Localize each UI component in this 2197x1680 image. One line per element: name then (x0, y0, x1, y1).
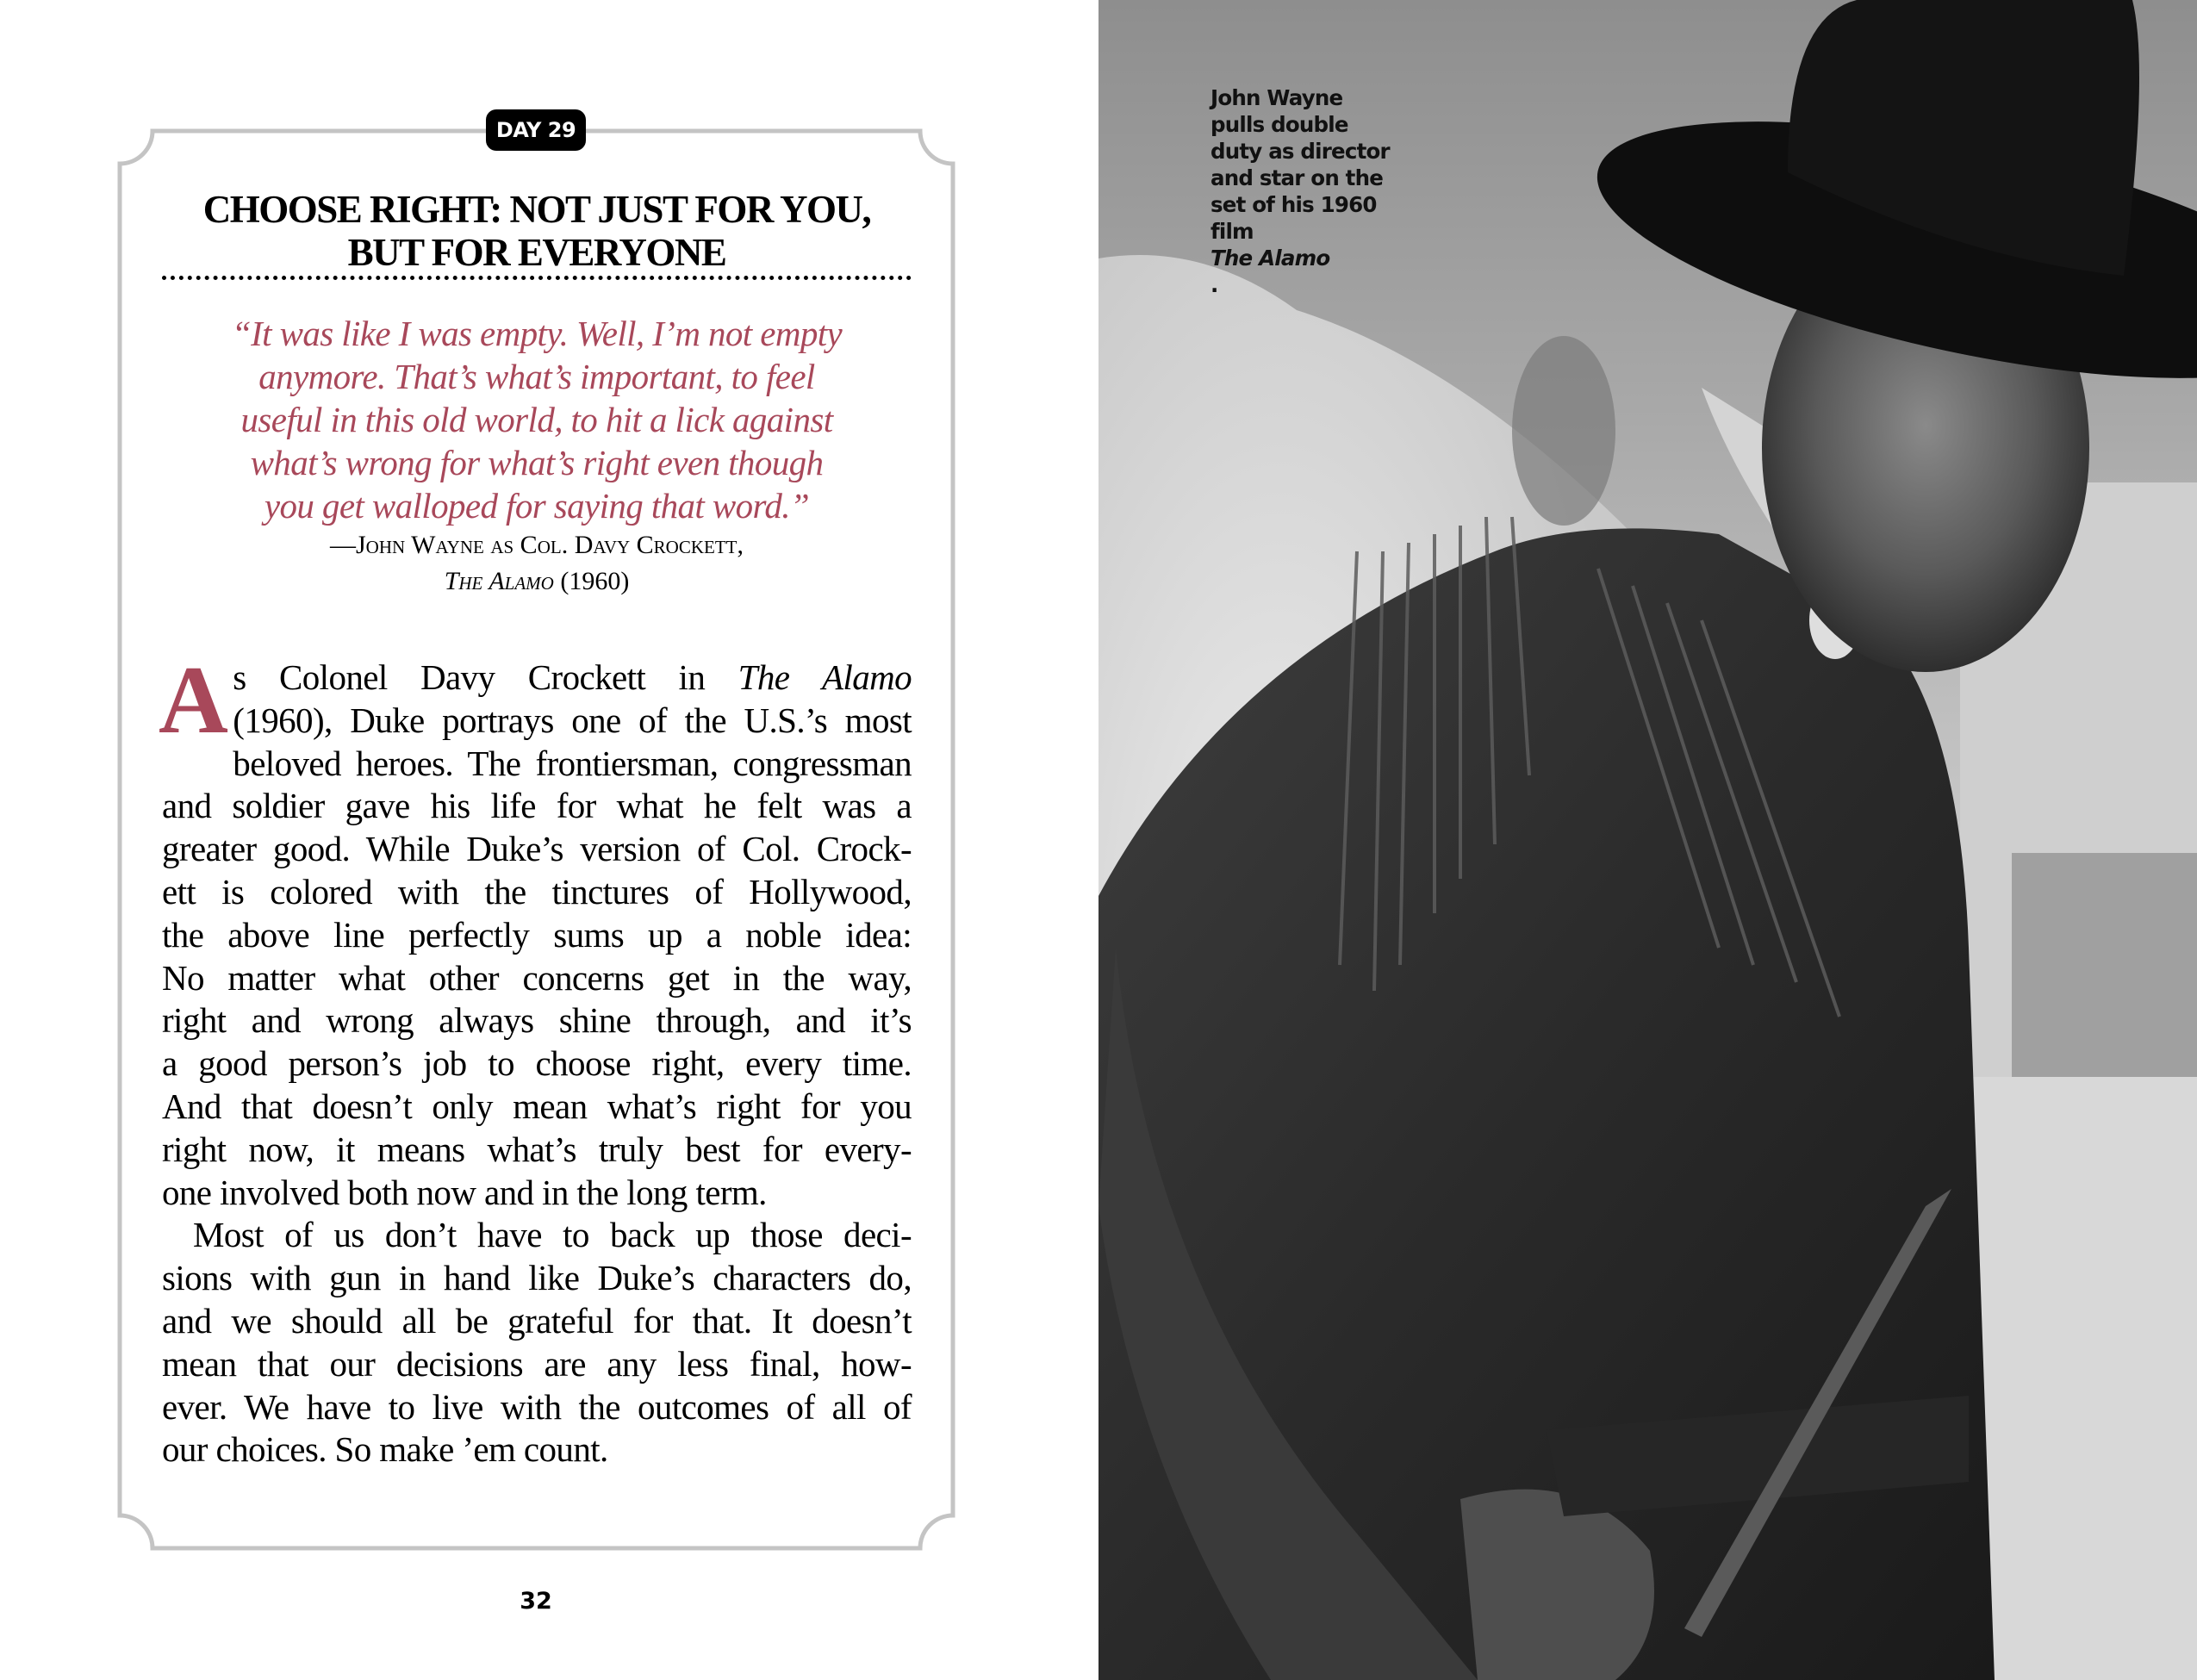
quote-line: what’s wrong for what’s right even though (250, 443, 824, 482)
page-number: 32 (520, 1588, 552, 1615)
paragraph-2 (162, 1214, 912, 1472)
attribution-speaker: —John Wayne as Col. Davy Crockett, (330, 531, 744, 559)
attribution-source (162, 563, 912, 600)
body-line: right now, it means what’s truly best for every- (162, 1129, 912, 1169)
caption-line: set of his 1960 (1211, 192, 1377, 217)
caption-line: pulls double (1211, 112, 1348, 137)
body-line: ett is colored with the tinctures of Hollywood, (162, 871, 912, 912)
body-line: greater good. While Duke’s version of Col. Crock- (162, 829, 912, 869)
quote-line: “It was like I was empty. Well, I’m not empty (231, 314, 843, 353)
body-line: sions with gun in hand like Duke’s characters do, (162, 1258, 912, 1298)
title-line-2: BUT FOR EVERYONE (347, 231, 726, 274)
quote-line: anymore. That’s what’s important, to feel (258, 357, 815, 396)
body-line: mean that our decisions are any less final, how- (162, 1343, 912, 1384)
body-line: the above line perfectly sums up a noble idea: (162, 914, 912, 955)
quote-line: useful in this old world, to hit a lick against (240, 400, 833, 439)
body-line: No matter what other concerns get in the way, (162, 957, 912, 998)
attribution-year: (1960) (560, 567, 630, 595)
paragraph-1 (159, 647, 912, 1214)
body-line: beloved heroes. The frontiersman, congressman (233, 743, 912, 783)
body-line (162, 656, 912, 700)
page-title (162, 188, 912, 274)
photo-caption (1211, 84, 1400, 298)
caption-line: John Wayne (1211, 85, 1343, 110)
body-line: Most of us don’t have to back up those deci- (193, 1215, 912, 1255)
caption-film-title: The Alamo (1211, 246, 1330, 271)
drop-cap: A (159, 647, 228, 754)
film-title: The Alamo (738, 657, 912, 697)
caption-text: . (1211, 272, 1218, 297)
caption-text: film (1211, 219, 1254, 244)
quote-attribution (162, 527, 912, 600)
body-line: ever. We have to live with the outcomes of all of (162, 1386, 912, 1427)
day-badge: DAY 29 (486, 109, 586, 151)
attribution-film-title: The Alamo (444, 567, 554, 595)
left-page (0, 0, 1098, 1680)
dotted-divider (162, 276, 912, 280)
body-line: a good person’s job to choose right, every time. (162, 1043, 912, 1084)
quote-line: you get walloped for saying that word.” (264, 486, 810, 526)
body-line: and soldier gave his life for what he felt was a (162, 786, 912, 826)
body-line: one involved both now and in the long term. (162, 1172, 767, 1212)
body-line: (1960), Duke portrays one of the U.S.’s most (233, 700, 912, 740)
body-line: And that doesn’t only mean what’s right for you (162, 1086, 912, 1126)
body-line: and we should all be grateful for that. It doesn’t (162, 1300, 912, 1341)
pull-quote (162, 312, 912, 527)
article-body (159, 647, 912, 1472)
caption-line: duty as director (1211, 139, 1390, 164)
body-line: right and wrong always shine through, and it’s (162, 1000, 912, 1041)
caption-line: and star on the (1211, 165, 1384, 190)
title-line-1: CHOOSE RIGHT: NOT JUST FOR YOU, (202, 188, 871, 231)
right-page (1098, 0, 2197, 1680)
body-line-text: s Colonel Davy Crockett in (233, 657, 738, 697)
body-line: our choices. So make ’em count. (162, 1429, 608, 1470)
caption-line (1211, 218, 1400, 298)
